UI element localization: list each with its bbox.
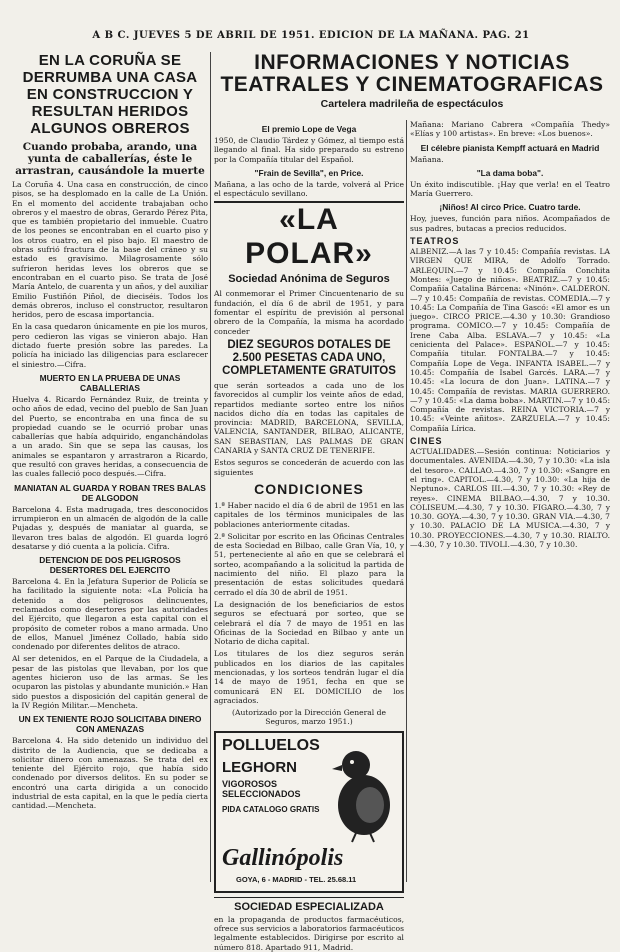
listing-text: Mañana. <box>410 154 444 164</box>
polluelos-ad <box>214 731 404 893</box>
ad-copy <box>222 737 332 814</box>
section-subtitle: Cartelera madrileña de espectáculos <box>320 98 504 110</box>
cines-label: CINES <box>410 436 443 447</box>
listing-text: Hoy, jueves, función para niños. Acompañados de sus padres, butacas a precios reducidos. <box>410 214 610 233</box>
ad-breed: LEGHORN <box>222 758 297 776</box>
column-rule <box>406 120 407 882</box>
classified-text: en la propaganda de productos farmacéuticos, ofrece sus servicios a laboratorios farmacéuticos legalmente establecidos. Dirigirse por escrito al número 818. Apartado 911, Madrid. <box>214 914 404 952</box>
article-headline: MUERTO EN LA PRUEBA DE UNAS CABALLERIAS <box>39 372 181 393</box>
article-headline: DETENCION DE DOS PELIGROSOS DESERTORES DEL EJERCITO <box>39 555 181 576</box>
article-headline: El célebre pianista Kempff actuará en Madrid <box>420 142 600 153</box>
article-headline: "La dama boba". <box>476 167 544 178</box>
teatros-label: TEATROS <box>410 236 460 247</box>
polar-title: «LA POLAR» <box>245 203 373 271</box>
article-text: Barcelona 4. En la Jefatura Superior de Policía se ha facilitado la siguiente nota: «La Policía ha detenido a dos peligrosos delincuentes, reclamados como desertores por las autoridades del Ejército, que llegaron a esta capital con el propósito de cometer robos a mano armada. Uno de ellos, Manuel Jiménez Collado, había sido condenado por diferentes delitos de atraco. <box>12 577 208 652</box>
ad-text: Estos seguros se concederán de acuerdo con las siguientes <box>214 458 404 477</box>
teatros-listing: ALBENIZ.—A las 7 y 10.45: Compañía revistas. LA VIRGEN QUE MIRA, de Adolfo Torrado. ARLEQUIN.—7 y 10.45: Compañía Conchita Montes: «Juego de niños». BEATRIZ.—7 y 10.45: Compañía Catalina Bárcena: «Ninón». CALDERON.—7 y 10.45: Compañía de revistas. COMEDIA.—7 y 10.45: La Compañía de Tina Gascó: «El amor es un juego». CIRCO PRICE.—4.30 y 10.30: Grandioso programa. COMICO.—7 y 10.45: Compañía de Irene Caba Alba. ESLAVA.—7 y 10.45: «La cenicienta del Palace». ESPAÑOL.—7 y 10.45: Compañía titular. FONTALBA.—7 y 10.45: Compañía Lope de Vega. INFANTA ISABEL.—7 y 10.45: Compañía de Isabel Garcés. LARA.—7 y 10.45: «La locura de don Juan». LATINA.—7 y 10.45: Compañía de revistas. MARIA GUERRERO.—7 y 10.45: «La dama boba». MARTIN.—7 y 10.45: Compañía de revistas. REINA VICTORIA.—7 y 10.45: «Veinte añitos». ZARZUELA.—7 y 10.45: Compañía Lírica. <box>410 247 610 433</box>
article-text: Huelva 4. Ricardo Fernández Ruiz, de treinta y ocho años de edad, vecino del pueblo de San Juan del Puerto, se encontraba en una finca de su propiedad cuando se le ocurrió probar unas caballerías que había adquirido, enganchándolas a un arado. Sin que se sepa las causas, los animales se espantaron y arrastraron a Ricardo, que resultó con graves heridas, a consecuencia de las cuales falleció poco después.—Cifra. <box>12 394 208 479</box>
ad-text: Los titulares de los diez seguros serán publicados en los diarios de las capitales mencionadas, y los sorteos tendrán lugar el día 14 de mayo de 1951, fecha en que se comunicará EN EL DOMICILIO de los agraciados. <box>214 649 404 705</box>
article-text: 1950, de Claudio Tárdez y Gómez, al tiempo está llegando al final. Ha sido preparado su estreno por la Compañía titular del Español. <box>214 136 404 164</box>
section-banner <box>214 52 610 118</box>
ad-address: GOYA, 6 - MADRID - TEL. 25.68.11 <box>236 874 357 884</box>
article-headline: "Frain de Sevilla", en Price. <box>254 167 364 178</box>
ad-text: La designación de los beneficiarios de estos seguros se efectuará por sorteo, que se celebrará el día 7 de mayo de 1951 en las Oficinas de la Sociedad en Bilbao y ante un Notario de dicha capital. <box>214 599 404 647</box>
article-text: La Coruña 4. Una casa en construcción, de cinco pisos, se ha desplomado en la calle de La Unión. En el momento del accidente trabajaban ocho obreros y el maestro de obras, Gerardo Pérez Pita, que es también propietario del inmueble. Cuatro de los peones se encontraban en el cuarto piso y los otros cuatro, en el piso bajo. El maestro de obras sufrió fractura de la base del cráneo y su estado es gravísimo. Milagrosamente sólo sufrieron heridas leves los obreros que se encontraban en el cuarto piso. Se trata de José María Antelo, de cuarenta y un años, y del auxiliar Emilio Fustiñón Piñol, de dieciséis. Todos los demás obreros, incluso el constructor, resultaron heridos, pero de escasa importancia. <box>12 180 208 320</box>
article-text: Barcelona 4. Ha sido detenido un individuo del distrito de la Audiencia, que se dedicaba a solicitar dinero con amenazas. Se trata del ex teniente del Ejército rojo, que había sido condenado por diversos delitos. En su poder se encontró una carta dirigida a un conocido industrial de esta capital, en la que le pedía cierta cantidad.—Mencheta. <box>12 736 208 811</box>
polar-highlight: DIEZ SEGUROS DOTALES DE 2.500 PESETAS CADA UNO, COMPLETAMENTE GRATUITOS <box>222 338 396 377</box>
article-headline: UN EX TENIENTE ROJO SOLICITABA DINERO CON AMENAZAS <box>18 714 202 735</box>
column-rule <box>210 52 211 882</box>
article-text: Al ser detenidos, en el Parque de la Ciudadela, a pesar de las pistolas que llevaban, por los que agentes hicieron uso de las armas. Se les ocuparon las pistolas y abundante munición.» Han sido puestos a disposición del capitán general de la IV Región Militar.—Mencheta. <box>12 654 208 710</box>
section-title: INFORMACIONES Y NOTICIAS TEATRALES Y CINEMATOGRAFICAS <box>220 51 604 96</box>
article-text: Mañana, a las ocho de la tarde, volverá al Price el espectáculo sevillano. <box>214 179 404 199</box>
ad-catalog: PIDA CATALOGO GRATIS <box>222 804 320 814</box>
article-headline: El premio Lope de Vega <box>261 124 357 134</box>
subheadline: Cuando probaba, arando, una yunta de caballerías, éste le arrastran, causándole la muerte <box>15 141 205 177</box>
news-column <box>12 52 208 882</box>
ad-heading: POLLUELOS <box>222 736 320 754</box>
ad-text: 1.ª Haber nacido el día 6 de abril de 1951 en las capitales de los términos municipales de las poblaciones anteriormente citadas. <box>214 500 404 529</box>
article-headline: ¡Niños! Al circo Price. Cuatro tarde. <box>439 202 581 213</box>
article-text: En la casa quedaron únicamente en pie los muros, pero cedieron las vigas se vinieron abajo. Han dictado fuerte presión sobre las paredes. La policía ha iniciado las diligencias para esclarecer el siniestro.—Cifra. <box>12 322 208 369</box>
conditions-title: CONDICIONES <box>254 480 364 497</box>
page-header: A B C. JUEVES 5 DE ABRIL DE 1951. EDICION DE LA MAÑANA. PAG. 21 <box>92 30 530 41</box>
ad-text: 2.ª Solicitar por escrito en las Oficinas Centrales de esta Sociedad en Bilbao, calle Gran Vía, 10, y 51, perteneciente al año en que se celebrará el sorteo, acompañando a la solicitud la partida de nacimiento del niño. El plazo para la presentación de estas solicitudes quedará cerrado el día 30 de abril de 1951. <box>214 531 404 597</box>
article-headline: MANIATAN AL GUARDA Y ROBAN TRES BALAS DE ALGODON <box>14 482 206 503</box>
ad-text: que serán sorteados a cada uno de los favorecidos al cumplir los veinte años de edad, repartidos mediante sorteo entre los niños nacidos dicho día en todas las capitales de provincia: MADRID, BARCELONA, SEVILLA, VALENCIA, SANTANDER, BILBAO, ALICANTE, SAN SEBASTIAN, LAS PALMAS DE GRAN CANARIA y SANTA CRUZ DE TENERIFE. <box>214 380 404 456</box>
listing-text: Un éxito indiscutible. ¡Hay que verla! en el Teatro María Guerrero. <box>410 179 610 199</box>
polar-subtitle: Sociedad Anónima de Seguros <box>228 273 390 286</box>
cines-listing: ACTUALIDADES.—Sesión continua: Noticiarios y documentales. AVENIDA.—4.30, 7 y 10.30: «La isla del tesoro». CALLAO.—4.30, 7 y 10.30: «Sangre en el ring». CAPITOL.—4.30, 7 y 10.30: «La hija de Neptuno». CARLOS III.—4.30, 7 y 10.30: «Rey de reyes». CINEMA BILBAO.—4.30, 7 y 10.30. COLISEUM.—4.30, 7 y 10.30. FIGARO.—4.30, 7 y 10.30. GOYA.—4.30, 7 y 10.30. GRAN VIA.—4.30, 7 y 10.30. PALACIO DE LA MUSICA.—4.30, 7 y 10.30. PROYECCIONES.—4.30, 7 y 10.30. RIALTO.—4.30, 7 y 10.30. TIVOLI.—4.30, 7 y 10.30. <box>410 447 610 549</box>
listings-column <box>410 120 610 882</box>
article-text: Barcelona 4. Esta madrugada, tres desconocidos irrumpieron en un almacén de algodón de la calle Pujadas y, después de maniatar al guarda, se llevaron tres balas de algodón. El guarda logró desatarse y dió cuenta a la policía. Cifra. <box>12 504 208 551</box>
middle-column <box>214 120 404 952</box>
ad-tagline: VIGOROSOS SELECCIONADOS <box>222 778 301 799</box>
ad-brand: Gallinópolis <box>222 844 344 871</box>
chick-icon <box>326 743 396 843</box>
classified-headline: SOCIEDAD ESPECIALIZADA <box>214 897 404 913</box>
ad-note: (Autorizado por la Dirección General de Seguros, marzo 1951.) <box>232 708 386 727</box>
main-headline: EN LA CORUÑA SE DERRUMBA UNA CASA EN CONSTRUCCION Y RESULTAN HERIDOS ALGUNOS OBREROS <box>22 52 198 137</box>
listing-text: Mañana: Mariano Cabrera «Compañía Thedy» «Elías y 100 artistas». En breve: «Los buenos». <box>410 120 610 139</box>
ad-text: Al conmemorar el Primer Cincuentenario de su fundación, el día 6 de abril de 1951, y para fomentar el espíritu de previsión al personal obrero de la Compañía, la misma ha acordado conceder <box>214 289 404 336</box>
